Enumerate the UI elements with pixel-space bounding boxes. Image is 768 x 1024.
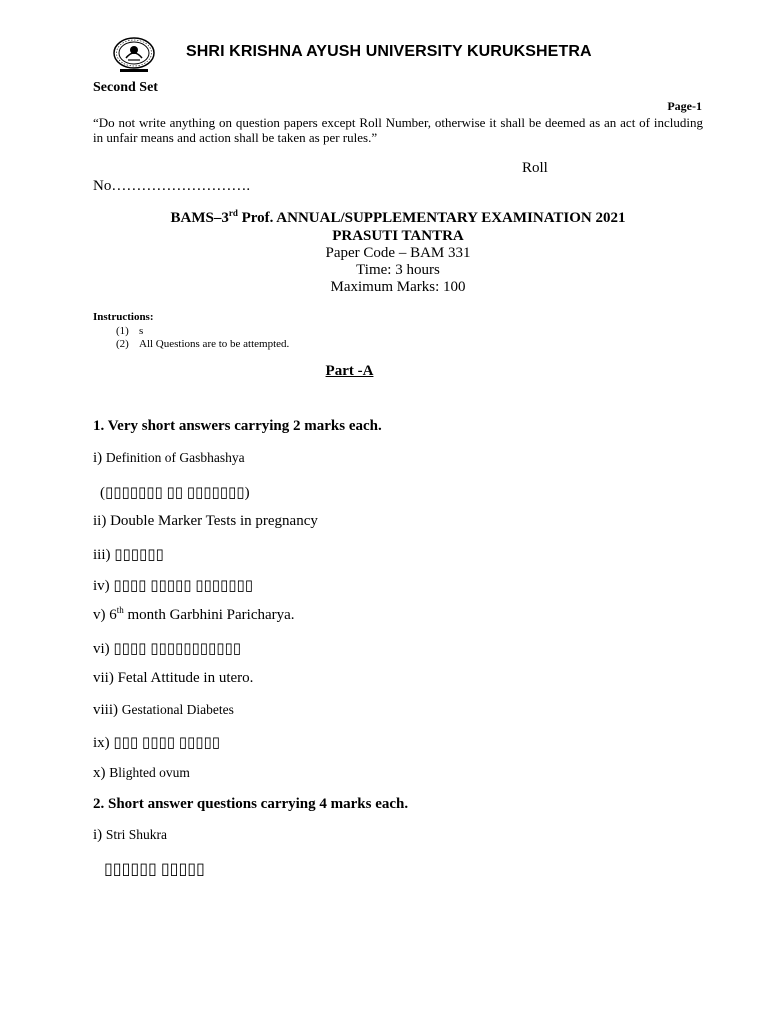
question-item	[93, 576, 253, 595]
max-marks: Maximum Marks: 100	[330, 279, 466, 295]
exam-title	[93, 210, 703, 227]
item-text: ▯▯▯ ▯▯▯▯ ▯▯▯▯▯	[113, 735, 220, 751]
exam-title-prefix: BAMS–3	[170, 210, 229, 226]
university-seal-icon	[112, 36, 156, 76]
question-item	[93, 827, 167, 844]
item-text-pre: 6	[109, 607, 117, 623]
item-text: Double Marker Tests in pregnancy	[110, 513, 318, 529]
warning-notice: “Do not write anything on question papers except Roll Number, otherwise it shall be deemed as an act of including in unfair means and action shall be taken as per rules.”	[93, 115, 703, 145]
instruction-item	[116, 338, 289, 350]
instruction-text: All Questions are to be attempted.	[139, 338, 290, 350]
item-text: ▯▯▯▯▯▯	[114, 547, 164, 563]
item-number: i)	[93, 450, 103, 466]
item-text: ▯▯▯▯ ▯▯▯▯▯ ▯▯▯▯▯▯▯	[113, 578, 253, 594]
item-text: Fetal Attitude in utero.	[117, 670, 254, 686]
item-number: i)	[93, 827, 103, 843]
question-item	[93, 733, 220, 752]
question-item	[93, 513, 318, 530]
roll-label: Roll	[522, 160, 548, 176]
instruction-number: (1)	[116, 325, 129, 337]
item-text: Gestational Diabetes	[121, 702, 234, 717]
item-text: ▯▯▯▯ ▯▯▯▯▯▯▯▯▯▯▯	[113, 641, 241, 657]
item-text: month Garbhini Paricharya.	[123, 607, 295, 623]
item-text: Stri Shukra	[105, 827, 168, 842]
item-number: vi)	[93, 641, 110, 657]
paper-code: Paper Code – BAM 331	[325, 245, 471, 261]
item-number: ii)	[93, 513, 107, 529]
item-number: iv)	[93, 578, 110, 594]
part-a-heading: Part -A	[325, 363, 374, 379]
item-number: ix)	[93, 735, 110, 751]
exam-time: Time: 3 hours	[356, 262, 440, 278]
item-number: iii)	[93, 547, 111, 563]
question-item	[93, 450, 245, 467]
item-number: vii)	[93, 670, 114, 686]
exam-title-sup: rd	[228, 208, 238, 218]
question-item	[93, 545, 164, 564]
instruction-text: s	[139, 325, 144, 337]
question-item	[93, 765, 190, 782]
item-text: Blighted ovum	[109, 765, 190, 780]
question-item-hindi: ▯▯▯▯▯▯ ▯▯▯▯▯	[104, 861, 205, 878]
item-number: viii)	[93, 702, 118, 718]
subject-title: PRASUTI TANTRA	[332, 228, 464, 244]
item-text: Definition of Gasbhashya	[105, 450, 245, 465]
question-1-heading: 1. Very short answers carrying 2 marks each.	[93, 418, 382, 434]
page-number: Page-1	[667, 99, 702, 113]
instruction-number: (2)	[116, 338, 129, 350]
question-item	[93, 670, 253, 687]
instructions-label: Instructions:	[93, 311, 154, 323]
question-2-heading: 2. Short answer questions carrying 4 marks each.	[93, 796, 409, 812]
item-number: x)	[93, 765, 106, 781]
set-label: Second Set	[93, 80, 158, 95]
roll-number-field: No……………………….	[93, 178, 251, 194]
question-item	[93, 639, 241, 658]
question-item-hindi: (▯▯▯▯▯▯▯ ▯▯ ▯▯▯▯▯▯▯)	[100, 485, 250, 501]
university-name: SHRI KRISHNA AYUSH UNIVERSITY KURUKSHETRA	[186, 43, 592, 60]
exam-title-suffix: Prof. ANNUAL/SUPPLEMENTARY EXAMINATION 2021	[237, 210, 626, 226]
item-number: v)	[93, 607, 106, 623]
question-item	[93, 607, 295, 624]
instruction-item	[116, 325, 143, 337]
item-sup: th	[116, 605, 124, 615]
question-item	[93, 702, 234, 719]
